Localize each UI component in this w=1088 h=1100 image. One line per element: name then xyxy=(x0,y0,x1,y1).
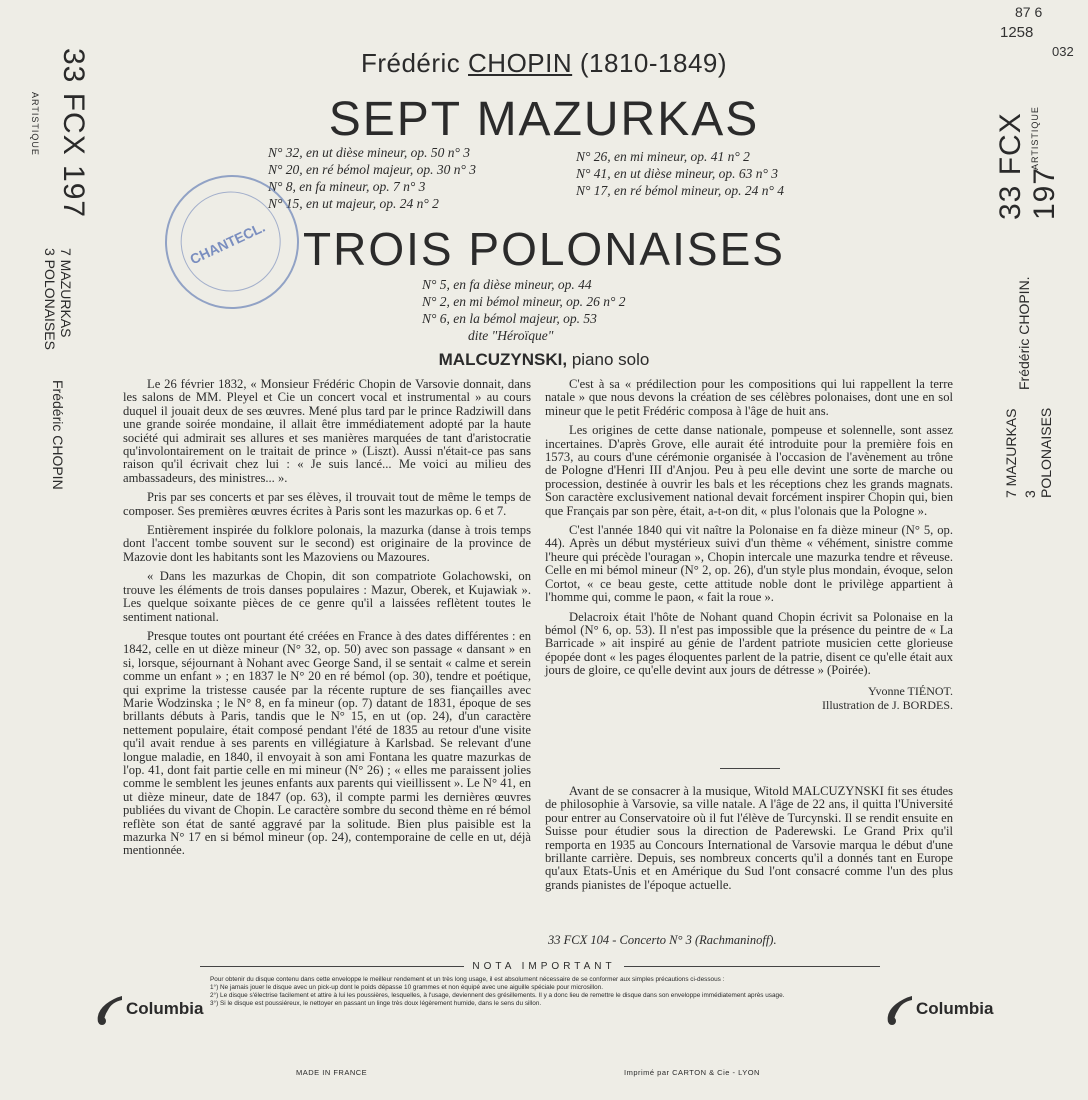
composer-first-name: Frédéric xyxy=(360,48,461,78)
mazurka-item: N° 15, en ut majeur, op. 24 n° 2 xyxy=(268,196,439,211)
performer-role: piano solo xyxy=(571,350,650,369)
music-note-icon xyxy=(92,992,126,1026)
nota-body xyxy=(210,976,870,1008)
notes-paragraph: C'est l'année 1840 qui vit naître la Polonaise en fa dièze mineur (N° 5, op. 44). Après un début mystérieux suivi d'un thème « véhément, sinistre comme l'heure qui précède l'ouragan », Chopin intercale une mazurka tendre et rêveuse. Celle en mi bémol mineur (N° 2, op. 26), d'un style plus mondain, évoque, selon Cortot, « ce beau geste, cette attitude noble dont le privilège appartient à l'homme qui, comme le paon, « fait la roue ». xyxy=(545,523,953,605)
nota-intro: Pour obtenir du disque contenu dans cette enveloppe le meilleur rendement et un très long usage, il est absolument nécessaire de se conformer aux simples précautions ci-dessous : xyxy=(210,976,725,983)
notes-paragraph: C'est à sa « prédilection pour les compositions qui lui rappellent la terre natale » que nous devons la création de ses célèbres polonaises, dont une en sol mineur que le petit Frédéric composa à l'âge de huit ans. xyxy=(545,377,953,418)
composer-last-name: CHOPIN xyxy=(468,48,573,78)
notes-paragraph: Delacroix était l'hôte de Nohant quand Chopin écrivit sa Polonaise en la bémol (N° 6, op. 53). Il n'est pas impossible que la présence du peintre de « La Barricade » ait inspiré au génie de l'ardent patriote musicien cette glorieuse épopée dont « les pages éloquentes parlent de la patrie, disent ce qu'elle était aux jours de gloire, ce qu'elle devint aux jours de détresse » (Poirée). xyxy=(545,609,953,678)
mazurka-item: N° 41, en ut dièse mineur, op. 63 n° 3 xyxy=(576,166,779,181)
polonaise-item: N° 5, en fa dièse mineur, op. 44 xyxy=(422,277,592,292)
made-in-france: MADE IN FRANCE xyxy=(296,1068,368,1077)
liner-notes-right xyxy=(545,378,953,712)
liner-notes-left xyxy=(123,378,531,864)
composer-years: (1810-1849) xyxy=(579,48,728,78)
series-label-left: ARTISTIQUE xyxy=(30,92,40,156)
series-label-right: ARTISTIQUE xyxy=(1030,106,1040,170)
spine-left-composer-text: Frédéric CHOPIN xyxy=(50,380,66,490)
printer-credit: Imprimé par CARTON & Cie - LYON xyxy=(624,1068,760,1077)
mazurka-item: N° 17, en ré bémol mineur, op. 24 n° 4 xyxy=(576,183,785,198)
columbia-logo-text: Columbia xyxy=(126,999,204,1018)
polonaise-item: N° 6, en la bémol majeur, op. 53 xyxy=(422,311,597,326)
nota-item: 3°) Si le disque est poussiéreux, le nettoyer en passant un linge très doux légèrement humide, dans le sens du sillon. xyxy=(210,1000,542,1007)
mazurka-item: N° 26, en mi mineur, op. 41 n° 2 xyxy=(576,149,750,164)
spine-left-line1: 7 MAZURKAS xyxy=(58,248,74,338)
handwritten-note-1: 87 6 xyxy=(1015,4,1043,20)
spine-right-line1: 7 MAZURKAS xyxy=(1003,408,1019,498)
spine-right-line2: 3 POLONAISES xyxy=(1022,407,1054,498)
performer-name: MALCUZYNSKI, xyxy=(438,350,568,369)
spine-left-line2: 3 POLONAISES xyxy=(42,248,58,350)
related-recording: 33 FCX 104 - Concerto N° 3 (Rachmaninoff). xyxy=(548,933,777,947)
mazurka-item: N° 32, en ut dièse mineur, op. 50 n° 3 xyxy=(268,145,471,160)
notes-paragraph: Le 26 février 1832, « Monsieur Frédéric Chopin de Varsovie donnait, dans les salons de MM. Pleyel et Cie un concert vocal et instrumental » au cours duquel il jouait deux de ses œuvres. Mené plus tard par le prince Radziwill dans une grande soirée mondaine, il allait être immédiatement adopté par la haute société qui admirait ses allures et ses manières marquées de tant d'aristocratie qu'involontairement on le traitait de prince » (Liszt). Aussi n'était-ce pas sans raison qu'il écrivait chez lui : « Je suis lancé... Me voici au milieu des ambassadeurs, des ministres... ». xyxy=(123,377,531,485)
notes-paragraph: Presque toutes ont pourtant été créées en France à des dates différentes : en 1842, celle en ut dièze mineur (N° 32, op. 50) avec son passage « dansant » en si, lorsque, séjournant à Nohant avec George Sand, il se sentait « calme et serein comme un enfant » ; en 1837 le N° 20 en ré bémol (op. 30), tendre et poétique, qui exprime la tristesse causée par la récente rupture de ses fiançailles avec Marie Wodzinska ; le N° 8, en fa mineur (op. 7) datant de 1831, époque de ses brillants débuts à Paris, tandis que le N° 15, en ut (op. 24), d'un caractère nettement populaire, était composé pendant l'été de 1835 au retour d'une visite qu'il avait rendue à ses parents en villégiature à Karlsbad. Se relevant d'une longue maladie, en 1840, il envoyait à son ami Fontana les quatre mazurkas de l'op. 41, dont fait partie celle en mi mineur (N° 26) ; « elles me paraissent jolies comme le semblent les jeunes enfants aux parents qui vieillissent ». Le N° 41, en ut dièze mineur, date de 1847 (op. 63), il compte parmi les dernières œuvres publiées du vivant de Chopin. Le caractère sombre du second thème en ré bémol reflète son état de santé aggravé par la solitude. Bien plus paisible est la mazurka N° 17 en si bémol mineur (op. 24), contemporaine de celle en ut, déjà mentionnée. xyxy=(123,628,531,858)
nota-title xyxy=(0,961,1088,972)
nota-title-text: NOTA IMPORTANT xyxy=(464,961,623,972)
polonaise-list xyxy=(422,276,722,344)
handwritten-note-3: 032 xyxy=(1052,44,1074,59)
notes-paragraph: Pris par ses concerts et par ses élèves, il trouvait tout de même le temps de composer. Ses premières œuvres écrites à Paris sont les mazurkas op. 6 et 7. xyxy=(123,490,531,518)
columbia-logo-text: Columbia xyxy=(916,999,994,1018)
columbia-logo-right xyxy=(882,992,993,1026)
title-polonaises: TROIS POLONAISES xyxy=(303,223,785,275)
catalog-number-left: 33 FCX 197 xyxy=(57,48,90,219)
stamp-text: CHANTECL. xyxy=(187,218,268,268)
biography-text: Avant de se consacrer à la musique, Witold MALCUZYNSKI fit ses études de philosophie à Varsovie, sa ville natale. A l'âge de 22 ans, il quitta l'Université pour entrer au Conservatoire où il fut l'élève de Turcynski. Il se rendit ensuite en Suisse pour étudier sous la direction de Paderewski. Le Grand Prix qu'il remporta en 1935 au Concours International de Varsovie marqua le début d'une brillante carrière. Depuis, ses nombreux concerts qu'il a donnés tant en Europe qu'aux Etats-Unis et en Amérique du Sud l'ont consacré comme l'un des plus grands pianistes de l'époque actuelle. xyxy=(545,784,953,892)
handwritten-note-2: 1258 xyxy=(1000,24,1034,41)
notes-paragraph: Entièrement inspirée du folklore polonais, la mazurka (danse à trois temps dont l'accent tombe souvent sur le second) est originaire de la province de Mazovie dont les habitants sont les Mazoviens ou Mazoures. xyxy=(123,523,531,564)
mazurka-item: N° 20, en ré bémol majeur, op. 30 n° 3 xyxy=(268,162,477,177)
spine-left-composer xyxy=(50,380,66,540)
columbia-logo-left xyxy=(92,992,203,1026)
spine-right-composer: Frédéric CHOPIN. xyxy=(1016,276,1032,390)
polonaise-item: N° 2, en mi bémol mineur, op. 26 n° 2 xyxy=(422,294,626,309)
polonaise-item: dite "Héroïque" xyxy=(468,328,554,343)
composer-heading xyxy=(0,48,1088,79)
mazurka-item: N° 8, en fa mineur, op. 7 n° 3 xyxy=(268,179,426,194)
nota-item: 2°) Le disque s'électrise facilement et attire à lui les poussières, lesquelles, à l'usage, deviennent des grésillements. Il y a donc lieu de remettre le disque dans son enveloppe immédiatement après usage. xyxy=(210,992,785,999)
separator-rule xyxy=(720,768,780,769)
mazurka-list-left xyxy=(268,144,568,212)
notes-author: Yvonne TIÉNOT. xyxy=(867,683,953,698)
title-mazurkas: SEPT MAZURKAS xyxy=(328,93,760,146)
notes-paragraph: Les origines de cette danse nationale, pompeuse et solennelle, sont assez incertaines. D'après Grove, elle aurait été introduite pour la première fois en 1573, au cours d'une cérémonie organisée à l'occasion de l'avènement au trône de Pologne d'Henri III d'Anjou. Peu à peu elle devint une sorte de marche ou procession, destinée à ouvrir les bals et les réceptions chez les grands magnats. Son caractère exclusivement national devait forcément inspirer Chopin qui, bien que Français par son père, était, a-t-on dit, « plus l'olonais que la Pologne ». xyxy=(545,423,953,518)
illustration-credit: Illustration de J. BORDES. xyxy=(822,697,953,712)
nota-item: 1°) Ne jamais jouer le disque avec un pick-up dont le poids dépasse 10 grammes et non équipé avec une aiguille spéciale pour microsillon. xyxy=(210,984,603,991)
notes-paragraph: « Dans les mazurkas de Chopin, dit son compatriote Golachowski, on trouve les éléments de trois danses populaires : Mazur, Oberek, et Kujawiak ». Les quelque soixante pièces de ce genre qu'il a laissées reflètent toutes le sentiment national. xyxy=(123,569,531,624)
performer xyxy=(0,350,1088,370)
performer-biography xyxy=(545,785,953,898)
mazurka-list-right xyxy=(576,148,876,199)
catalog-number-right: 33 FCX 197 xyxy=(994,112,1061,220)
music-note-icon xyxy=(882,992,916,1026)
